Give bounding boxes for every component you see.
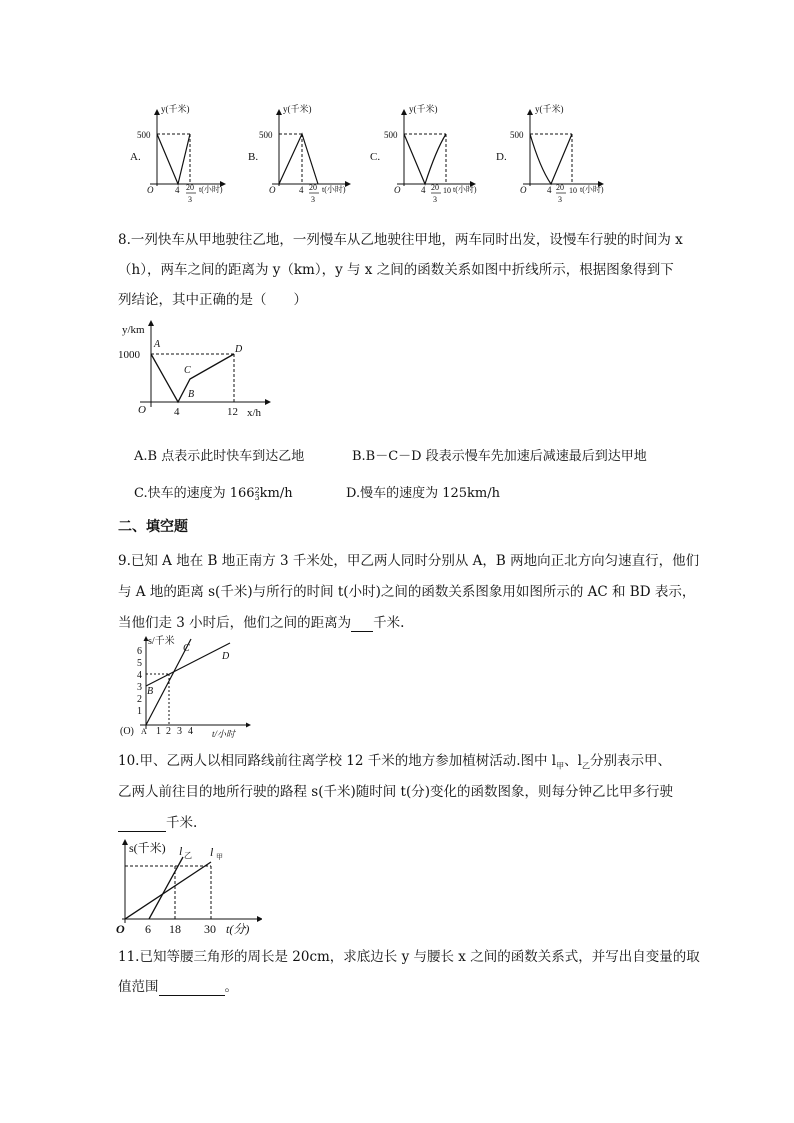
svg-text:O: O bbox=[138, 404, 146, 416]
q8-text-line-2: （h），两车之间的距离为 y（km），y 与 x 之间的函数关系如图中折线所示，根据图象得到下 bbox=[118, 262, 674, 278]
q7-option-b-label: B. bbox=[248, 151, 259, 163]
svg-text:甲: 甲 bbox=[216, 853, 223, 861]
svg-text:500: 500 bbox=[510, 130, 524, 140]
svg-text:t(小时): t(小时) bbox=[453, 185, 477, 194]
svg-text:y(千米): y(千米) bbox=[283, 104, 312, 114]
svg-text:12: 12 bbox=[227, 406, 238, 418]
svg-text:y(千米): y(千米) bbox=[535, 104, 564, 114]
svg-text:5: 5 bbox=[137, 658, 142, 669]
q10-answer-blank[interactable] bbox=[118, 815, 166, 832]
svg-text:4: 4 bbox=[175, 185, 180, 195]
svg-text:x/h: x/h bbox=[247, 407, 262, 419]
q11-answer-blank[interactable] bbox=[159, 979, 225, 996]
svg-text:500: 500 bbox=[259, 130, 273, 140]
q8-text-line-3: 列结论，其中正确的是（ ） bbox=[118, 292, 307, 308]
q8-text-line-1: 8.一列快车从甲地驶往乙地，一列慢车从乙地驶往甲地，两车同时出发，设慢车行驶的时间为 x bbox=[118, 232, 683, 248]
svg-text:3: 3 bbox=[433, 195, 437, 204]
svg-text:3: 3 bbox=[311, 195, 315, 204]
svg-text:30: 30 bbox=[204, 922, 216, 936]
q7-options bbox=[0, 0, 794, 215]
svg-text:4: 4 bbox=[421, 185, 426, 195]
q10-text-line-2: 乙两人前往目的地所行驶的路程 s(千米)随时间 t(分)变化的函数图象，则每分钟乙比甲多行驶 bbox=[118, 784, 674, 800]
svg-text:2: 2 bbox=[166, 726, 171, 737]
svg-text:t(分): t(分) bbox=[226, 922, 250, 936]
q8-option-b[interactable]: B.B－C－D 段表示慢车先加速后减速最后到达甲地 bbox=[352, 449, 647, 464]
svg-text:4: 4 bbox=[299, 185, 304, 195]
svg-text:18: 18 bbox=[169, 922, 181, 936]
svg-text:6: 6 bbox=[137, 646, 142, 657]
svg-text:A: A bbox=[141, 727, 147, 736]
svg-text:C: C bbox=[183, 643, 190, 654]
q7-option-c-graph bbox=[370, 103, 477, 204]
q8-option-c[interactable] bbox=[134, 482, 293, 501]
q8-option-a[interactable]: A.B 点表示此时快车到达乙地 bbox=[134, 449, 305, 464]
svg-text:10: 10 bbox=[569, 186, 577, 195]
svg-text:y(千米): y(千米) bbox=[161, 104, 190, 114]
q8-graph-svg bbox=[110, 315, 280, 425]
svg-text:s(千米): s(千米) bbox=[129, 841, 166, 855]
svg-text:t/小时: t/小时 bbox=[212, 729, 236, 739]
svg-text:20: 20 bbox=[186, 183, 194, 192]
q10-text-line-3: 千米. bbox=[118, 811, 197, 832]
svg-text:500: 500 bbox=[137, 130, 151, 140]
q7-option-a-label: A. bbox=[130, 151, 141, 163]
svg-text:1: 1 bbox=[137, 706, 142, 717]
q11-text-line-2: 值范围 。 bbox=[118, 979, 238, 995]
q9-answer-blank[interactable] bbox=[351, 615, 373, 632]
q9-graph-svg bbox=[112, 633, 262, 741]
svg-text:3: 3 bbox=[177, 726, 182, 737]
svg-text:s/千米: s/千米 bbox=[148, 636, 175, 647]
svg-text:3: 3 bbox=[137, 682, 142, 693]
svg-text:500: 500 bbox=[384, 130, 398, 140]
svg-text:20: 20 bbox=[431, 183, 439, 192]
q8-option-c-fraction: 2 3 bbox=[254, 485, 260, 502]
svg-text:3: 3 bbox=[558, 195, 562, 204]
svg-text:A: A bbox=[154, 339, 161, 350]
q8-option-c-prefix: C.快车的速度为 166 bbox=[134, 486, 255, 501]
svg-text:O: O bbox=[147, 185, 154, 195]
svg-text:(O): (O) bbox=[120, 726, 134, 737]
svg-text:20: 20 bbox=[309, 183, 317, 192]
q10-graph bbox=[112, 838, 262, 938]
svg-text:4: 4 bbox=[547, 185, 552, 195]
q8-option-d[interactable]: D.慢车的速度为 125km/h bbox=[346, 486, 500, 501]
svg-text:2: 2 bbox=[137, 694, 142, 705]
svg-text:D: D bbox=[235, 344, 243, 355]
svg-text:4: 4 bbox=[188, 726, 193, 737]
svg-text:1: 1 bbox=[156, 726, 161, 737]
svg-text:O: O bbox=[520, 185, 527, 195]
svg-text:y(千米): y(千米) bbox=[409, 104, 438, 114]
q7-option-d-label: D. bbox=[496, 151, 507, 163]
q8-option-c-suffix: km/h bbox=[259, 486, 293, 501]
q9-graph bbox=[112, 633, 262, 741]
svg-text:20: 20 bbox=[556, 183, 564, 192]
svg-text:t(小时): t(小时) bbox=[199, 185, 223, 194]
svg-text:t(小时): t(小时) bbox=[322, 185, 346, 194]
q9-text-line-3: 当他们走 3 小时后，他们之间的距离为 千米. bbox=[118, 615, 405, 631]
q7-option-d-graph bbox=[496, 103, 604, 204]
svg-text:D: D bbox=[222, 651, 230, 662]
q7-option-a-graph bbox=[130, 103, 225, 204]
svg-text:B: B bbox=[188, 389, 195, 400]
svg-text:y/km: y/km bbox=[122, 324, 145, 336]
q10-text-line-1: 10.甲、乙两人以相同路线前往离学校 12 千米的地方参加植树活动.图中 $l_甲$、$l_乙$分别表示甲、 bbox=[118, 753, 671, 771]
q7-option-b-graph bbox=[248, 103, 350, 204]
svg-text:O: O bbox=[116, 922, 125, 936]
svg-text:l: l bbox=[179, 844, 183, 858]
svg-text:4: 4 bbox=[174, 406, 180, 418]
svg-text:B: B bbox=[147, 686, 154, 697]
svg-text:6: 6 bbox=[145, 922, 151, 936]
q9-text-line-2: 与 A 地的距离 s(千米)与所行的时间 t(小时)之间的函数关系图象用如图所示的 AC 和 BD 表示， bbox=[118, 584, 696, 600]
q8-graph bbox=[110, 315, 280, 425]
section-title: 二、填空题 bbox=[118, 519, 188, 535]
q7-graphs-svg bbox=[0, 0, 794, 215]
svg-text:1000: 1000 bbox=[118, 349, 140, 361]
q9-text-line-1: 9.已知 A 地在 B 地正南方 3 千米处，甲乙两人同时分别从 A，B 两地向正北方向匀速直行，他们 bbox=[118, 553, 700, 569]
svg-text:l: l bbox=[210, 845, 214, 859]
svg-text:4: 4 bbox=[137, 670, 142, 681]
svg-text:t(小时): t(小时) bbox=[580, 185, 604, 194]
svg-text:3: 3 bbox=[188, 195, 192, 204]
svg-text:O: O bbox=[269, 185, 276, 195]
svg-text:10: 10 bbox=[443, 186, 451, 195]
q11-text-line-1: 11.已知等腰三角形的周长是 20cm，求底边长 y 与腰长 x 之间的函数关系式，并写出自变量的取 bbox=[118, 949, 700, 965]
svg-text:O: O bbox=[394, 185, 401, 195]
q10-graph-svg bbox=[112, 838, 262, 938]
q7-option-c-label: C. bbox=[370, 151, 381, 163]
svg-text:C: C bbox=[184, 365, 191, 376]
svg-text:乙: 乙 bbox=[184, 851, 192, 860]
